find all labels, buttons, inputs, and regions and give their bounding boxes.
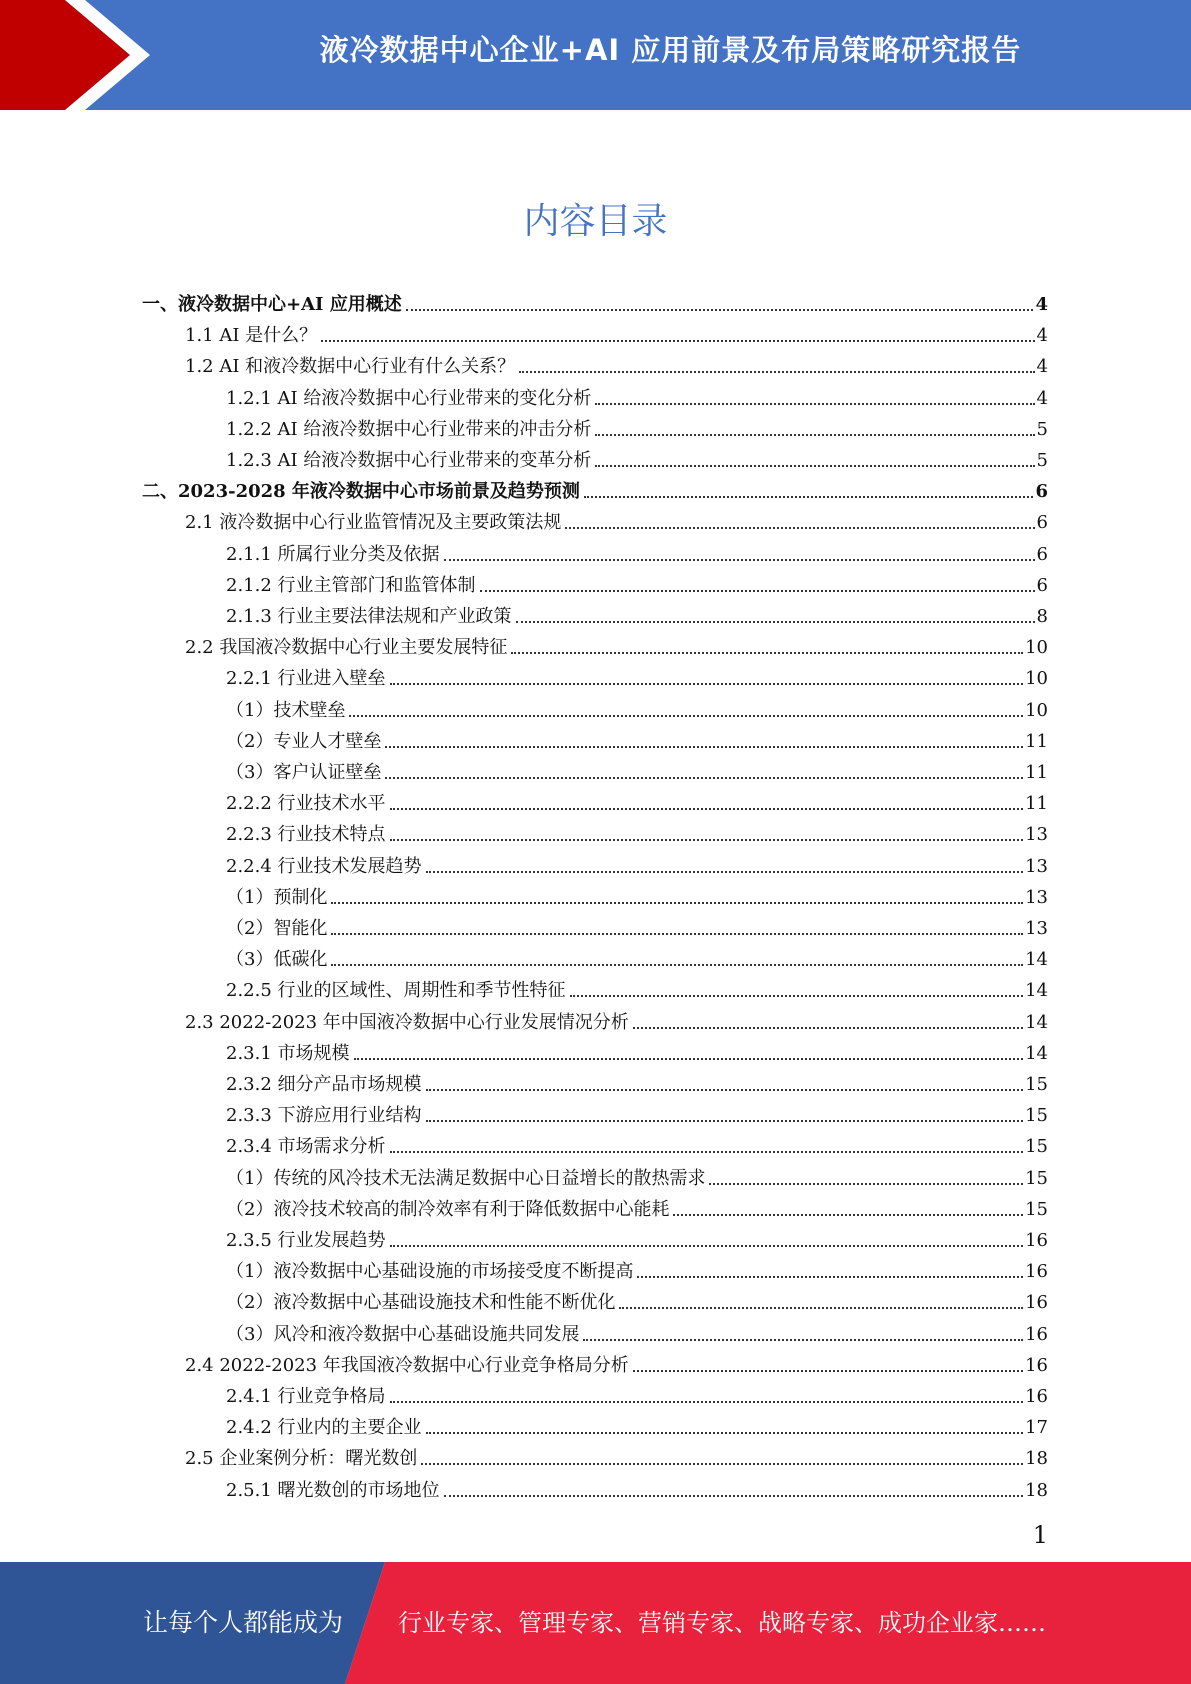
toc-entry-page: 13 — [1025, 824, 1048, 846]
toc-entry-page: 8 — [1036, 606, 1048, 627]
toc-entry-page: 10 — [1025, 668, 1048, 690]
toc-entry[interactable] — [185, 628, 1048, 659]
footer-slogan-right: 行业专家、管理专家、营销专家、战略专家、成功企业家…… — [398, 1609, 1046, 1637]
toc-entry-label: 2.4 2022-2023 年我国液冷数据中心行业竞争格局分析 — [185, 1354, 629, 1376]
toc-entry[interactable] — [226, 784, 1048, 815]
toc-entry[interactable] — [226, 1127, 1048, 1158]
toc-entry[interactable] — [142, 472, 1048, 503]
toc-entry[interactable] — [226, 1065, 1048, 1096]
toc-dot-leader — [595, 403, 1034, 405]
toc-entry[interactable] — [226, 691, 1048, 722]
toc-entry[interactable] — [226, 597, 1048, 628]
toc-entry-page: 6 — [1036, 543, 1048, 565]
toc-dot-leader — [619, 1307, 1023, 1309]
toc-entry-page: 13 — [1025, 886, 1048, 908]
toc-entry-label: 1.2.2 AI 给液冷数据中心行业带来的冲击分析 — [226, 418, 592, 440]
toc-entry-page: 16 — [1025, 1261, 1048, 1283]
footer-slogan-left: 让每个人都能成为 — [143, 1608, 344, 1637]
toc-entry-page: 14 — [1025, 980, 1048, 1002]
toc-entry-label: （2）智能化 — [226, 918, 328, 939]
toc-entry-page: 5 — [1036, 418, 1048, 440]
toc-dot-leader — [673, 1214, 1023, 1216]
toc-dot-leader — [516, 621, 1035, 623]
toc-entry-label: 2.2 我国液冷数据中心行业主要发展特征 — [185, 637, 508, 659]
toc-entry-label: （3）客户认证壁垒 — [226, 762, 382, 783]
footer-banner — [0, 1562, 1191, 1684]
toc-entry-label: （1）液冷数据中心基础设施的市场接受度不断提高 — [226, 1261, 634, 1283]
toc-entry[interactable] — [226, 1190, 1048, 1221]
toc-entry[interactable] — [226, 1096, 1048, 1127]
toc-dot-leader — [595, 465, 1034, 467]
toc-dot-leader — [426, 1120, 1024, 1122]
toc-entry-page: 5 — [1036, 450, 1048, 471]
toc-entry[interactable] — [226, 1252, 1048, 1283]
toc-dot-leader — [595, 434, 1034, 436]
toc-entry-label: 1.2.1 AI 给液冷数据中心行业带来的变化分析 — [226, 387, 592, 409]
toc-dot-leader — [331, 902, 1023, 904]
toc-entry-page: 16 — [1025, 1354, 1048, 1376]
toc-entry-page: 14 — [1025, 1011, 1048, 1033]
toc-entry-page: 15 — [1025, 1105, 1048, 1127]
toc-entry-page: 16 — [1025, 1323, 1048, 1345]
toc-entry[interactable] — [226, 1471, 1048, 1502]
toc-dot-leader — [331, 964, 1023, 966]
toc-entry[interactable] — [226, 1221, 1048, 1252]
toc-entry-page: 17 — [1025, 1417, 1048, 1439]
toc-entry-page: 18 — [1025, 1479, 1048, 1501]
toc-entry-label: （2）专业人才壁垒 — [226, 730, 382, 752]
toc-entry-page: 13 — [1025, 918, 1048, 939]
toc-entry-page: 6 — [1036, 574, 1048, 596]
toc-dot-leader — [354, 1058, 1024, 1060]
toc-entry[interactable] — [226, 940, 1048, 971]
toc-dot-leader — [390, 808, 1024, 810]
toc-dot-leader — [709, 1183, 1023, 1185]
toc-entry-label: 1.1 AI 是什么？ — [185, 325, 318, 347]
toc-dot-leader — [584, 496, 1034, 498]
toc-dot-leader — [519, 371, 1034, 373]
toc-dot-leader — [633, 1027, 1023, 1029]
toc-entry[interactable] — [185, 1346, 1048, 1377]
toc-dot-leader — [426, 1432, 1024, 1434]
toc-dot-leader — [385, 777, 1023, 779]
toc-entry-label: 2.4.2 行业内的主要企业 — [226, 1417, 422, 1439]
toc-entry[interactable] — [226, 379, 1048, 410]
toc-entry-page: 6 — [1036, 512, 1048, 534]
toc-entry-label: （2）液冷数据中心基础设施技术和性能不断优化 — [226, 1292, 616, 1314]
toc-entry-label: 2.2.2 行业技术水平 — [226, 793, 386, 815]
toc-entry-page: 4 — [1036, 387, 1048, 409]
toc-entry-label: 2.3 2022-2023 年中国液冷数据中心行业发展情况分析 — [185, 1011, 629, 1033]
toc-entry[interactable] — [226, 971, 1048, 1002]
toc-entry-page: 15 — [1025, 1167, 1048, 1189]
toc-entry-label: 2.4.1 行业竞争格局 — [226, 1386, 386, 1407]
toc-entry-page: 10 — [1025, 699, 1048, 721]
toc-entry[interactable] — [226, 1283, 1048, 1314]
toc-dot-leader — [349, 715, 1023, 717]
toc-dot-leader — [390, 1245, 1024, 1247]
toc-dot-leader — [637, 1276, 1023, 1278]
header-arrow-decoration — [0, 0, 160, 110]
toc-entry[interactable] — [226, 909, 1048, 940]
toc-entry-label: （3）低碳化 — [226, 949, 328, 971]
toc-dot-leader — [480, 590, 1035, 592]
toc-dot-leader — [426, 871, 1024, 873]
toc-entry[interactable] — [226, 815, 1048, 846]
toc-entry[interactable] — [226, 566, 1048, 597]
toc-entry-label: 2.5.1 曙光数创的市场地位 — [226, 1479, 440, 1501]
toc-dot-leader — [633, 1370, 1023, 1372]
toc-dot-leader — [390, 839, 1024, 841]
toc-entry[interactable] — [226, 659, 1048, 690]
toc-entry[interactable] — [226, 1408, 1048, 1439]
toc-entry-label: 二、2023-2028 年液冷数据中心市场前景及趋势预测 — [142, 481, 580, 503]
toc-entry-label: 1.2.3 AI 给液冷数据中心行业带来的变革分析 — [226, 450, 592, 471]
toc-entry-page: 10 — [1025, 637, 1048, 659]
toc-entry-label: 2.2.3 行业技术特点 — [226, 824, 386, 846]
toc-entry-label: 2.3.4 市场需求分析 — [226, 1136, 386, 1158]
toc-dot-leader — [583, 1339, 1023, 1341]
toc-dot-leader — [421, 1463, 1023, 1465]
page-number: 1 — [1032, 1521, 1048, 1549]
toc-entry[interactable] — [226, 1034, 1048, 1065]
report-title: 液冷数据中心企业+AI 应用前景及布局策略研究报告 — [319, 33, 1022, 67]
toc-entry-page: 15 — [1025, 1136, 1048, 1158]
toc-dot-leader — [390, 1151, 1024, 1153]
toc-entry[interactable] — [226, 722, 1048, 753]
toc-entry-page: 11 — [1025, 730, 1048, 752]
toc-entry[interactable] — [185, 503, 1048, 534]
toc-entry[interactable] — [226, 847, 1048, 878]
toc-dot-leader — [511, 652, 1023, 654]
toc-entry-label: 1.2 AI 和液冷数据中心行业有什么关系？ — [185, 356, 516, 378]
toc-entry-label: 2.1.3 行业主要法律法规和产业政策 — [226, 606, 512, 627]
toc-entry-page: 16 — [1025, 1230, 1048, 1251]
toc-entry-label: 2.1.2 行业主管部门和监管体制 — [226, 574, 476, 596]
toc-entry[interactable] — [226, 410, 1048, 441]
toc-dot-leader — [321, 340, 1034, 342]
toc-entry-page: 16 — [1025, 1292, 1048, 1314]
header-banner — [0, 0, 1191, 110]
toc-dot-leader — [444, 1495, 1024, 1497]
toc-entry[interactable] — [226, 535, 1048, 566]
toc-dot-leader — [406, 309, 1034, 311]
toc-entry-label: （1）传统的风冷技术无法满足数据中心日益增长的散热需求 — [226, 1167, 706, 1189]
toc-entry-label: 2.2.4 行业技术发展趋势 — [226, 855, 422, 877]
toc-entry[interactable] — [226, 753, 1048, 784]
toc-dot-leader — [331, 933, 1023, 935]
toc-entry-page: 16 — [1025, 1386, 1048, 1407]
toc-dot-leader — [390, 683, 1024, 685]
toc-entry-page: 14 — [1025, 1042, 1048, 1064]
toc-dot-leader — [565, 527, 1034, 529]
toc-entry-label: 2.3.2 细分产品市场规模 — [226, 1074, 422, 1095]
toc-dot-leader — [390, 1401, 1024, 1403]
toc-entry-page: 11 — [1025, 762, 1048, 783]
toc-entry-page: 15 — [1025, 1198, 1048, 1220]
toc-entry[interactable] — [226, 441, 1048, 472]
toc-entry-label: 2.3.1 市场规模 — [226, 1042, 350, 1064]
toc-entry-label: 2.5 企业案例分析：曙光数创 — [185, 1448, 418, 1470]
toc-entry-label: 2.3.3 下游应用行业结构 — [226, 1105, 422, 1127]
toc-entry-label: （2）液冷技术较高的制冷效率有利于降低数据中心能耗 — [226, 1198, 670, 1220]
toc-entry-page: 15 — [1025, 1074, 1048, 1095]
toc-entry[interactable] — [226, 878, 1048, 909]
toc-entry-label: 2.2.5 行业的区域性、周期性和季节性特征 — [226, 980, 566, 1002]
toc-entry-label: （3）风冷和液冷数据中心基础设施共同发展 — [226, 1323, 580, 1345]
toc-entry[interactable] — [185, 316, 1048, 347]
toc-entry-page: 4 — [1036, 356, 1048, 378]
toc-entry-label: 2.1 液冷数据中心行业监管情况及主要政策法规 — [185, 512, 562, 534]
toc-entry-page: 11 — [1025, 793, 1048, 815]
toc-entry-page: 6 — [1035, 481, 1048, 503]
toc-entry-label: （1）预制化 — [226, 886, 328, 908]
toc-dot-leader — [426, 1089, 1024, 1091]
toc-entry-label: 2.3.5 行业发展趋势 — [226, 1230, 386, 1251]
toc-entry-page: 4 — [1035, 294, 1048, 315]
toc-entry-label: （1）技术壁垒 — [226, 699, 346, 721]
toc-entry[interactable] — [185, 347, 1048, 378]
toc-entry[interactable] — [226, 1159, 1048, 1190]
toc-entry-page: 4 — [1036, 325, 1048, 347]
toc-entry[interactable] — [226, 1315, 1048, 1346]
toc-entry-page: 18 — [1025, 1448, 1048, 1470]
toc-dot-leader — [385, 746, 1023, 748]
toc-entry-label: 一、液冷数据中心+AI 应用概述 — [142, 294, 402, 315]
toc-entry-page: 13 — [1025, 855, 1048, 877]
toc-dot-leader — [444, 559, 1035, 561]
toc-entry-label: 2.2.1 行业进入壁垒 — [226, 668, 386, 690]
toc-entry[interactable] — [142, 285, 1048, 316]
toc-entry[interactable] — [226, 1377, 1048, 1408]
toc-entry[interactable] — [185, 1003, 1048, 1034]
toc-entry-page: 14 — [1025, 949, 1048, 971]
toc-entry[interactable] — [185, 1439, 1048, 1470]
toc-dot-leader — [570, 995, 1024, 997]
toc-heading: 内容目录 — [523, 201, 668, 242]
toc-entry-label: 2.1.1 所属行业分类及依据 — [226, 543, 440, 565]
